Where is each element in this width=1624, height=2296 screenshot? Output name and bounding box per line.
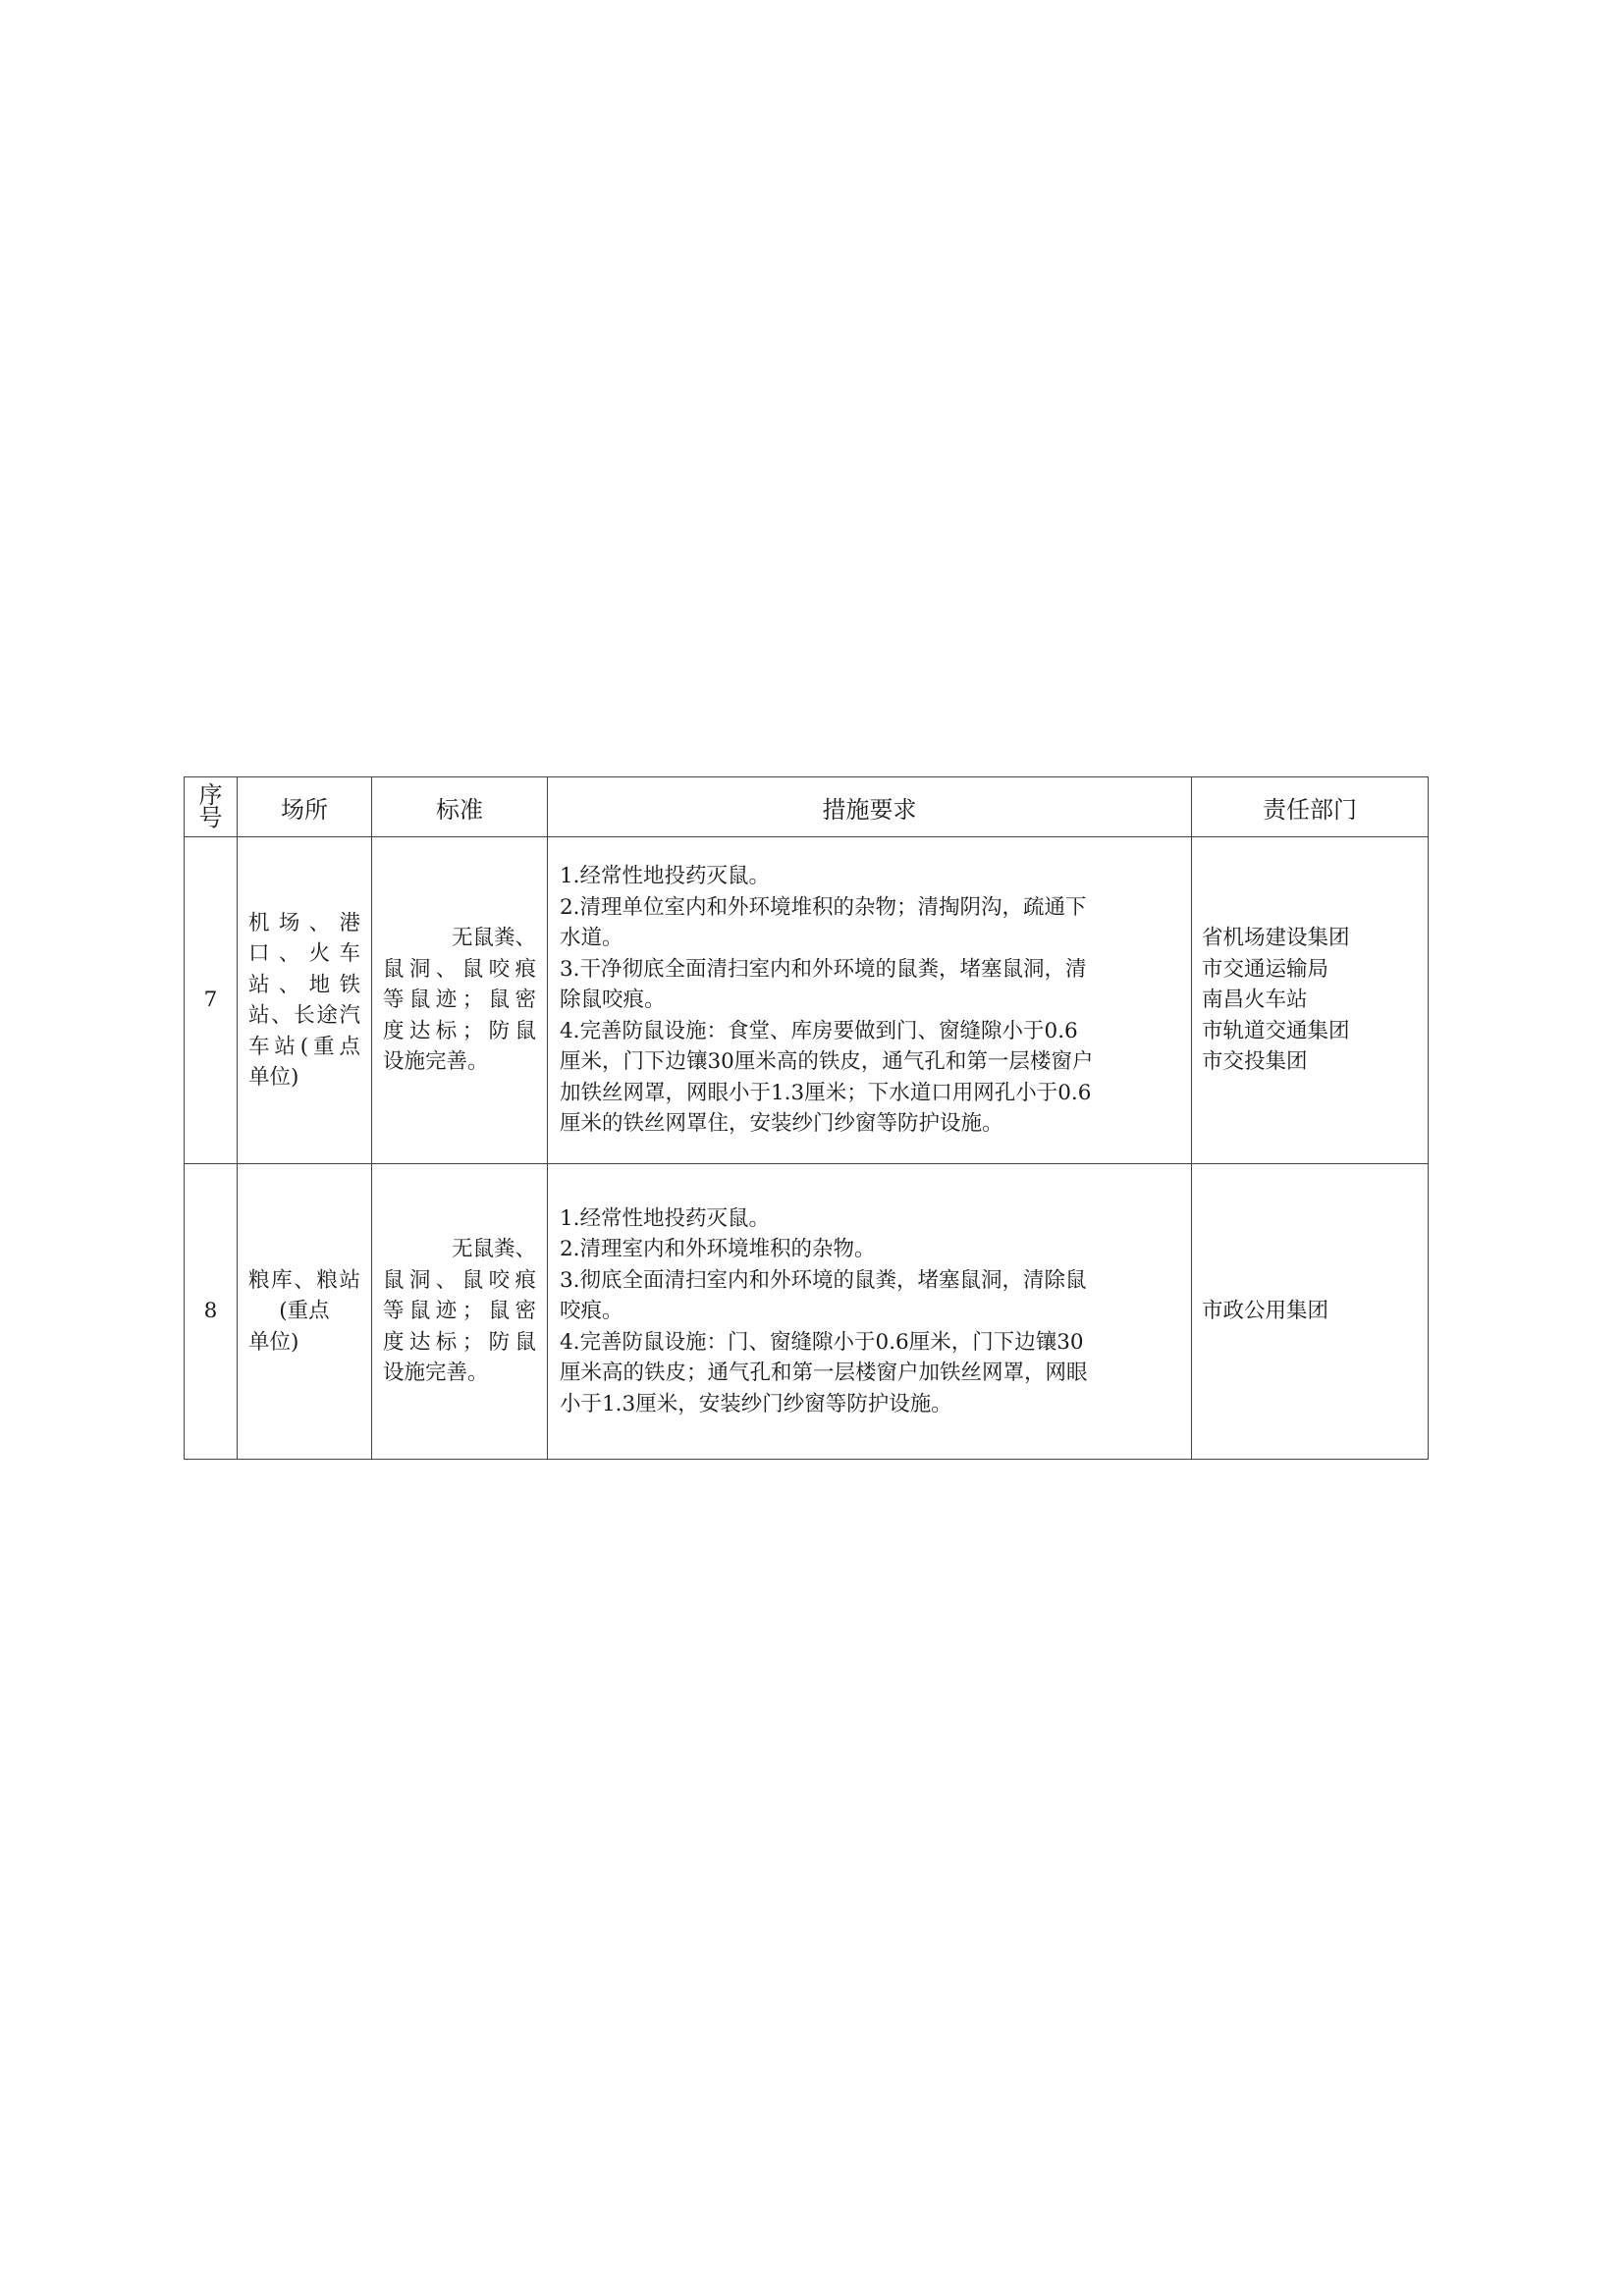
row-seq: 7 — [185, 837, 238, 1164]
row-place — [238, 1164, 372, 1460]
measure-line: 1.经常性地投药灭鼠。 — [560, 1205, 771, 1231]
measure-line: 小于1.3厘米，安装纱门纱窗等防护设施。 — [560, 1391, 952, 1416]
row-standard — [372, 837, 548, 1164]
place-line: 车站(重点 — [248, 1034, 360, 1059]
dept-line: 省机场建设集团 — [1202, 926, 1350, 951]
standard-line: 等鼠迹；鼠密 — [383, 988, 536, 1013]
row-standard — [372, 1164, 548, 1460]
header-seq-line-1: 序 — [198, 781, 223, 809]
measure-line: 厘米高的铁皮；通气孔和第一层楼窗户加铁丝网罩，网眼 — [560, 1361, 1088, 1386]
row-measures — [548, 837, 1192, 1164]
measure-line: 加铁丝网罩，网眼小于1.3厘米；下水道口用网孔小于0.6 — [560, 1080, 1092, 1105]
standard-line: 设施完善。 — [383, 1049, 489, 1075]
measure-line: 3.彻底全面清扫室内和外环境的鼠粪，堵塞鼠洞，清除鼠 — [560, 1267, 1087, 1293]
place-line: 站、地铁 — [248, 972, 360, 997]
dept-line: 市交通运输局 — [1202, 956, 1329, 982]
standard-line: 无鼠粪、 — [451, 1237, 536, 1262]
dept-line: 市政公用集团 — [1202, 1299, 1329, 1324]
table-row — [185, 1164, 1429, 1460]
measure-line: 除鼠咬痕。 — [560, 988, 666, 1013]
measure-line: 3.干净彻底全面清扫室内和外环境的鼠粪，堵塞鼠洞，清 — [560, 956, 1087, 982]
standard-line: 鼠洞、鼠咬痕 — [383, 1267, 536, 1293]
row-dept — [1192, 837, 1429, 1164]
header-seq — [185, 777, 238, 837]
dept-line: 市交投集团 — [1202, 1049, 1308, 1075]
measure-line: 厘米，门下边镶30厘米高的铁皮，通气孔和第一层楼窗户 — [560, 1049, 1094, 1075]
standard-line: 无鼠粪、 — [451, 926, 536, 951]
row-place — [238, 837, 372, 1164]
measure-line: 厘米的铁丝网罩住，安装纱门纱窗等防护设施。 — [560, 1111, 1003, 1137]
row-measures — [548, 1164, 1192, 1460]
table-header-row — [185, 777, 1429, 837]
measure-line: 2.清理室内和外环境堆积的杂物。 — [560, 1237, 876, 1262]
header-measures: 措施要求 — [548, 777, 1192, 837]
rodent-control-table — [184, 776, 1429, 1460]
table-row — [185, 837, 1429, 1164]
measure-line: 2.清理单位室内和外环境堆积的杂物；清掏阴沟，疏通下 — [560, 894, 1087, 920]
row-seq: 8 — [185, 1164, 238, 1460]
place-line: 口、火车 — [248, 941, 360, 966]
row-dept — [1192, 1164, 1429, 1460]
dept-line: 市轨道交通集团 — [1202, 1018, 1350, 1043]
place-line: 单位) — [248, 1329, 299, 1355]
header-seq-line-2: 号 — [198, 804, 223, 831]
measure-line: 4.完善防鼠设施：门、窗缝隙小于0.6厘米，门下边镶30 — [560, 1329, 1084, 1355]
header-place: 场所 — [238, 777, 372, 837]
place-line: 粮库、粮站 — [248, 1267, 360, 1293]
measure-line: 咬痕。 — [560, 1299, 623, 1324]
place-line: 机场、港 — [248, 910, 360, 935]
measure-line: 1.经常性地投药灭鼠。 — [560, 864, 771, 889]
measure-line: 4.完善防鼠设施：食堂、库房要做到门、窗缝隙小于0.6 — [560, 1018, 1078, 1043]
standard-line: 等鼠迹；鼠密 — [383, 1299, 536, 1324]
place-line: 站、长途汽 — [248, 1003, 360, 1028]
standard-line: 设施完善。 — [383, 1361, 489, 1386]
dept-line: 南昌火车站 — [1202, 988, 1308, 1013]
header-dept: 责任部门 — [1192, 777, 1429, 837]
header-standard: 标准 — [372, 777, 548, 837]
measure-line: 水道。 — [560, 926, 623, 951]
place-line: 单位) — [248, 1065, 299, 1090]
standard-line: 度达标；防鼠 — [383, 1018, 536, 1043]
place-line: (重点 — [279, 1299, 330, 1324]
standard-line: 鼠洞、鼠咬痕 — [383, 956, 536, 982]
standard-line: 度达标；防鼠 — [383, 1329, 536, 1355]
